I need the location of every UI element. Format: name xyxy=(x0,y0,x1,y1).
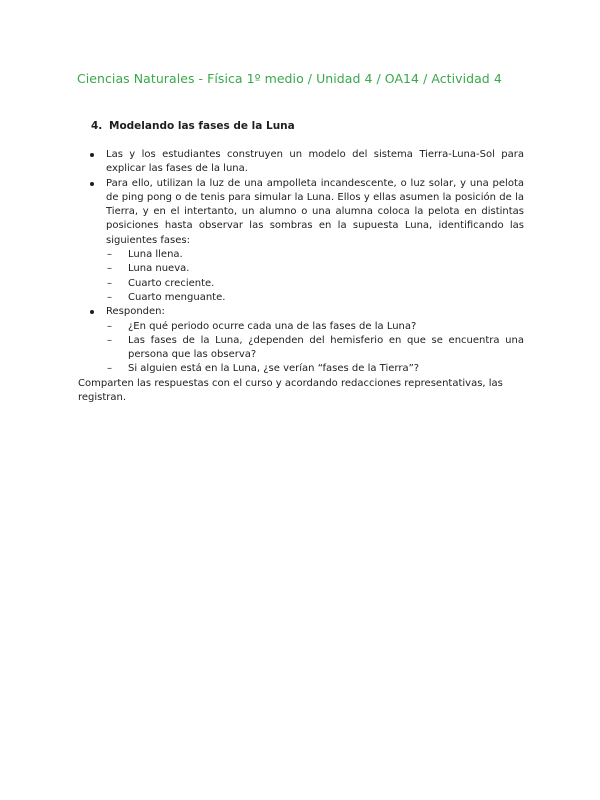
sub-list-text: Cuarto menguante. xyxy=(128,291,226,303)
bullet-text: Para ello, utilizan la luz de una ampolleta incandescente, o luz solar, y una pelota de ping pong o de tenis para simular la Luna. Ellos y ellas asumen la posición de la Tierra, y en el intertanto, un alumno o una alumna coloca la pelota en distintas posiciones hasta observar las sombras en la supuesta Luna, identificando las siguientes fases: xyxy=(106,177,524,246)
section-number: 4. xyxy=(91,120,103,132)
sub-list-item xyxy=(78,248,524,262)
sub-list-text: Luna llena. xyxy=(128,249,183,261)
sub-list-text: Las fases de la Luna, ¿dependen del hemisferio en que se encuentra una persona que las observa? xyxy=(128,334,524,361)
bullet-dot-icon xyxy=(90,153,94,157)
section-title-text: Modelando las fases de la Luna xyxy=(109,120,295,132)
sub-list-item xyxy=(78,262,524,276)
dash-icon: – xyxy=(107,249,112,261)
bullet-item xyxy=(78,177,524,248)
sub-list-text: Luna nueva. xyxy=(128,263,190,275)
bullet-dot-icon xyxy=(90,182,94,186)
bullet-item xyxy=(78,148,524,177)
dash-icon: – xyxy=(107,334,112,346)
dash-icon: – xyxy=(107,263,112,275)
dash-icon: – xyxy=(107,320,112,332)
sub-list-text: Si alguien está en la Luna, ¿se verían “fases de la Tierra”? xyxy=(128,363,420,375)
bullet-text: Las y los estudiantes construyen un modelo del sistema Tierra-Luna-Sol para explicar las fases de la luna. xyxy=(106,149,524,175)
activity-content xyxy=(78,148,524,405)
sub-list-item xyxy=(78,291,524,305)
sub-list-text: ¿En qué periodo ocurre cada una de las fases de la Luna? xyxy=(128,320,417,332)
dash-icon: – xyxy=(107,363,112,375)
section-title xyxy=(91,120,295,132)
closing-paragraph: Comparten las respuestas con el curso y acordando redacciones representativas, las registran. xyxy=(78,377,503,404)
sub-list-item xyxy=(78,362,524,376)
header-breadcrumb: Ciencias Naturales - Física 1º medio / Unidad 4 / OA14 / Actividad 4 xyxy=(77,71,502,86)
sub-list-text: Cuarto creciente. xyxy=(128,277,215,289)
sub-list-item xyxy=(78,334,524,363)
bullet-text: Responden: xyxy=(106,306,165,318)
dash-icon: – xyxy=(107,277,112,289)
sub-list-item xyxy=(78,320,524,334)
bullet-dot-icon xyxy=(90,310,94,314)
dash-icon: – xyxy=(107,291,112,303)
bullet-item xyxy=(78,305,524,319)
sub-list-item xyxy=(78,277,524,291)
